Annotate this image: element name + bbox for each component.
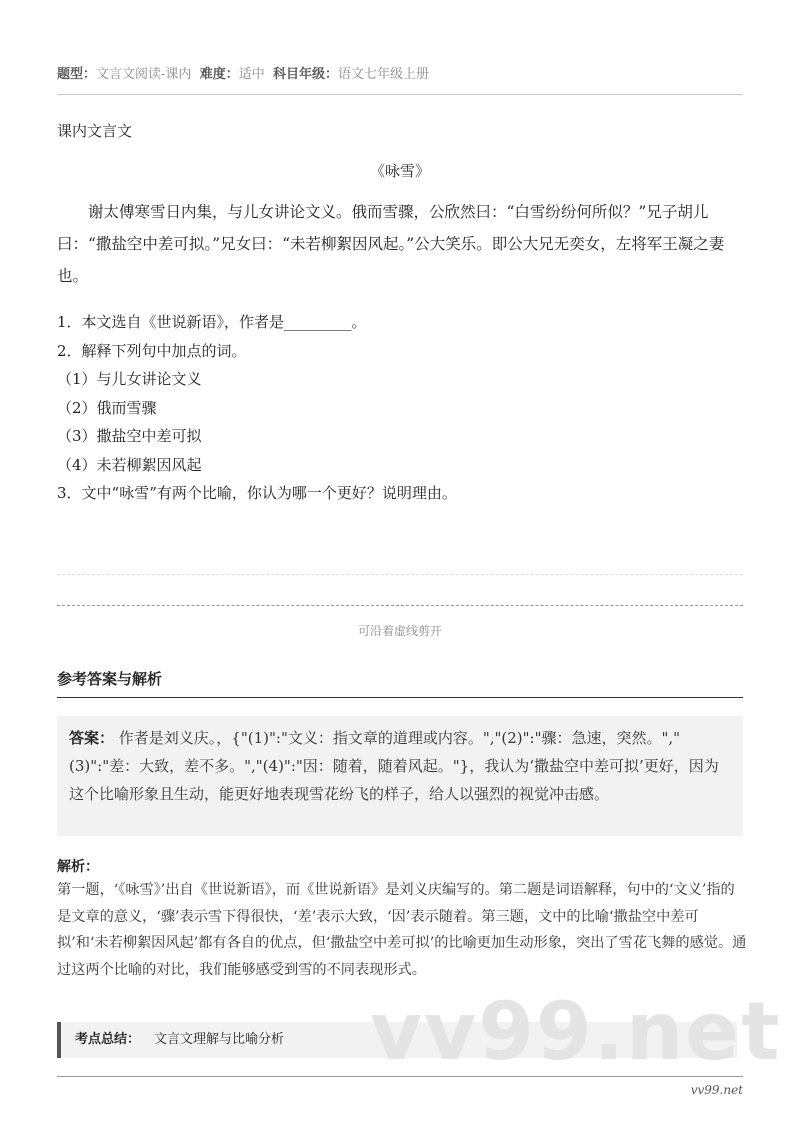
answer-heading: 参考答案与解析 — [57, 670, 163, 688]
difficulty-label: 难度： — [199, 67, 239, 82]
passage-text: 谢太傅寒雪日内集，与儿女讲论文义。俄而雪骤，公欣然曰：“白雪纷纷何所似？”兄子胡儿曰：“撒盐空中差可拟。”兄女曰：“未若柳絮因风起。”公大笑乐。即公大兄无奕女，左将军王凝之妻也。 — [57, 203, 725, 285]
question-item: 2．解释下列句中加点的词。 — [57, 341, 247, 360]
footer-site: vv99.net — [690, 1083, 743, 1097]
cut-line — [57, 605, 743, 606]
summary-text: 文言文理解与比喻分析 — [154, 1032, 285, 1047]
summary-box — [57, 1022, 737, 1058]
question-list — [57, 308, 457, 508]
answer-box — [57, 716, 743, 836]
question-item: （4）未若柳絮因风起 — [57, 455, 202, 474]
question-item: （3）撒盐空中差可拟 — [57, 427, 202, 445]
type-value: 文言文阅读-课内 — [96, 67, 192, 82]
heading-divider — [57, 697, 743, 698]
question-meta — [57, 63, 429, 82]
question-item: （1）与儿女讲论文义 — [57, 370, 202, 388]
question-item: （2）俄而雪骤 — [57, 398, 157, 417]
answer-space-line — [57, 574, 743, 575]
type-label: 题型： — [57, 67, 97, 82]
summary-label: 考点总结： — [75, 1032, 141, 1047]
subject-label: 科目年级： — [272, 67, 338, 82]
divider — [57, 94, 743, 95]
subject-value: 语文七年级上册 — [338, 67, 430, 82]
footer-divider — [57, 1076, 743, 1077]
question-item: 3．文中“咏雪”有两个比喻，你认为哪一个更好？说明理由。 — [57, 484, 457, 502]
analysis-label: 解析： — [57, 859, 99, 875]
question-item: 1．本文选自《世说新语》，作者是_________。 — [57, 313, 367, 331]
difficulty-value: 适中 — [238, 67, 265, 82]
passage-title: 《咏雪》 — [369, 162, 430, 180]
section-title: 课内文言文 — [57, 122, 133, 140]
cut-hint: 可沿着虚线剪开 — [357, 624, 442, 638]
analysis-text: 第一题，‘《咏雪》’出自《世说新语》，而《世说新语》是刘义庆编写的。第二题是词语解释，句中的‘文义’指的是文章的意义，‘骤’表示雪下得很快，‘差’表示大致，‘因’表示随着。第三题，文中的比喻‘撒盐空中差可拟’和‘未若柳絮因风起’都有各自的优点，但‘撒盐空中差可拟’的比喻更加生动形象，突出了雪花飞舞的感觉。通过这两个比喻的对比，我们能够感受到雪的不同表现形式。 — [57, 882, 747, 978]
answer-label: 答案： — [69, 729, 115, 747]
answer-text: 作者是刘义庆。，{"(1)":"文义：指文章的道理或内容。","(2)":"骤：急速，突然。","(3)":"差：大致，差不多。","(4)":"因：随着，随着风起。"}，我认为‘撒盐空中差可拟’更好，因为这个比喻形象且生动，能更好地表现雪花纷飞的样子，给人以强烈的视觉冲击感。 — [69, 729, 719, 803]
watermark: vv99.net — [370, 985, 782, 1078]
